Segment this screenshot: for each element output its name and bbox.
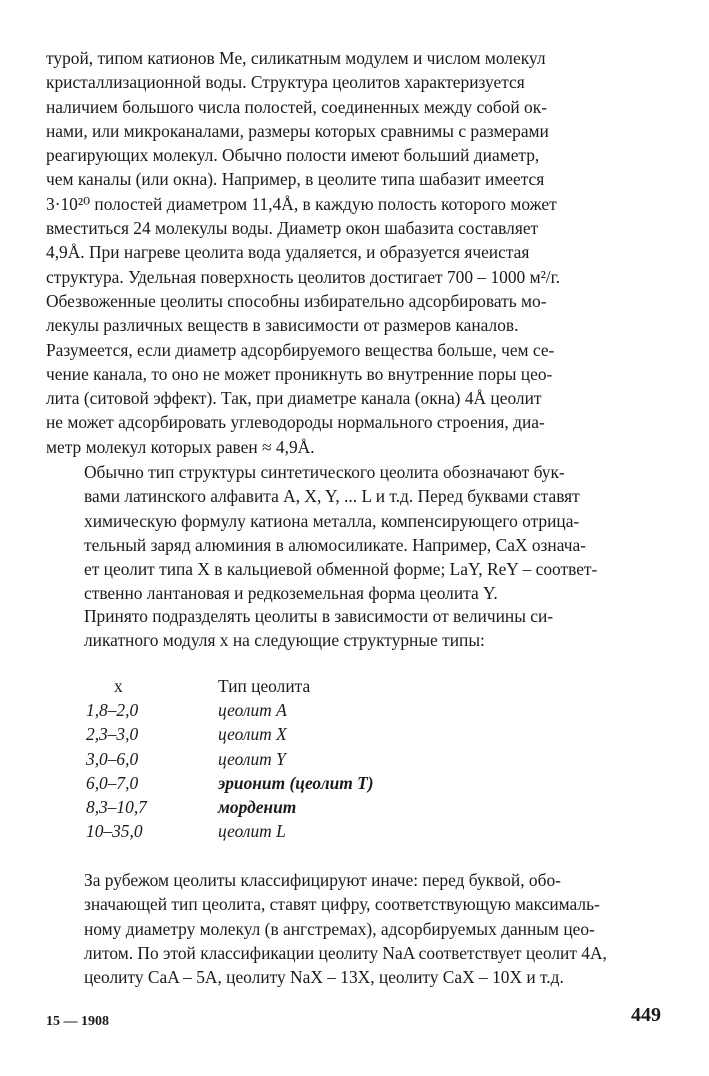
table-header-row xyxy=(86,674,486,698)
text-line: 3·10²⁰ полостей диаметром 11,4Å, в каждую полость которого может xyxy=(46,193,557,214)
header-type: Тип цеолита xyxy=(218,676,311,696)
paragraph-structure-notation xyxy=(46,460,666,606)
text-line: цеолиту CaA – 5A, цеолиту NaX – 13X, цеолиту CaX – 10X и т.д. xyxy=(84,967,564,988)
table-row xyxy=(86,698,486,722)
text-line: литом. По этой классификации цеолиту NaA соответствует цеолит 4A, xyxy=(84,942,607,963)
text-line: лита (ситовой эффект). Так, при диаметре канала (окна) 4Å цеолит xyxy=(46,388,542,409)
text-line: значающей тип цеолита, ставят цифру, соответствующую максималь- xyxy=(84,894,600,915)
text-line: ликатного модуля x на следующие структурные типы: xyxy=(84,630,485,651)
cell-type: эрионит (цеолит T) xyxy=(218,772,374,793)
text-line: метр молекул которых равен ≈ 4,9Å. xyxy=(46,436,315,457)
header-x: x xyxy=(114,676,123,696)
table-row xyxy=(86,795,486,819)
cell-type: цеолит A xyxy=(218,700,287,721)
text-line: химическую формулу катиона металла, компенсирующего отрица- xyxy=(84,510,580,531)
text-line: Обезвоженные цеолиты способны избирательно адсорбировать мо- xyxy=(46,290,547,311)
text-line: структура. Удельная поверхность цеолитов достигает 700 – 1000 м²/г. xyxy=(46,266,561,287)
cell-type: цеолит L xyxy=(218,821,286,842)
text-line: ет цеолит типа X в кальциевой обменной форме; LaY, ReY – соответ- xyxy=(84,559,598,580)
cell-type: цеолит X xyxy=(218,724,287,745)
cell-modulus: 2,3–3,0 xyxy=(86,724,139,745)
text-line: вами латинского алфавита A, X, Y, ... L и т.д. Перед буквами ставят xyxy=(84,486,580,507)
text-line: Разумеется, если диаметр адсорбируемого вещества больше, чем се- xyxy=(46,339,555,360)
cell-type: морденит xyxy=(218,796,297,817)
text-line: наличием большого числа полостей, соединенных между собой ок- xyxy=(46,96,547,117)
text-line: чем каналы (или окна). Например, в цеолите типа шабазит имеется xyxy=(46,169,545,190)
text-line: реагирующих молекул. Обычно полости имеют больший диаметр, xyxy=(46,145,540,166)
cell-modulus: 8,3–10,7 xyxy=(86,796,147,817)
text-line: Принято подразделять цеолиты в зависимости от величины си- xyxy=(84,606,554,626)
cell-modulus: 3,0–6,0 xyxy=(86,748,139,769)
text-line: вместиться 24 молекулы воды. Диаметр окон шабазита составляет xyxy=(46,218,539,239)
text-line: не может адсорбировать углеводороды нормального строения, диа- xyxy=(46,412,545,433)
cell-modulus: 1,8–2,0 xyxy=(86,700,139,721)
cell-type: цеолит Y xyxy=(218,748,286,769)
text-line: лекулы различных веществ в зависимости от размеров каналов. xyxy=(46,315,519,336)
text-line: турой, типом катионов Me, силикатным модулем и числом молекул xyxy=(46,48,546,68)
text-line: кристаллизационной воды. Структура цеолитов характеризуется xyxy=(46,72,525,93)
table-row xyxy=(86,771,486,795)
table-row xyxy=(86,747,486,771)
text-line: ному диаметру молекул (в ангстремах), адсорбируемых данным цео- xyxy=(84,918,595,939)
paragraph-intro xyxy=(46,46,666,459)
text-line: нами, или микроканалами, размеры которых сравнимы с размерами xyxy=(46,120,549,141)
text-line: чение канала, то оно не может проникнуть во внутренние поры цео- xyxy=(46,363,553,384)
cell-modulus: 10–35,0 xyxy=(86,821,143,842)
text-line: ственно лантановая и редкоземельная форма цеолита Y. xyxy=(84,583,498,604)
cell-modulus: 6,0–7,0 xyxy=(86,772,139,793)
text-line: тельный заряд алюминия в алюмосиликате. Например, CaX означа- xyxy=(84,534,586,555)
paragraph-foreign-classification xyxy=(46,868,666,989)
table-row xyxy=(86,819,486,843)
signature-mark: 15 — 1908 xyxy=(46,1014,109,1029)
text-line: Обычно тип структуры синтетического цеолита обозначают бук- xyxy=(84,462,565,482)
text-line: За рубежом цеолиты классифицируют иначе: перед буквой, обо- xyxy=(84,870,561,890)
paragraph-classification xyxy=(46,604,666,653)
zeolite-type-table xyxy=(86,674,486,843)
page-number: 449 xyxy=(631,1004,661,1026)
table-row xyxy=(86,722,486,746)
text-line: 4,9Å. При нагреве цеолита вода удаляется, и образуется ячеистая xyxy=(46,242,530,263)
